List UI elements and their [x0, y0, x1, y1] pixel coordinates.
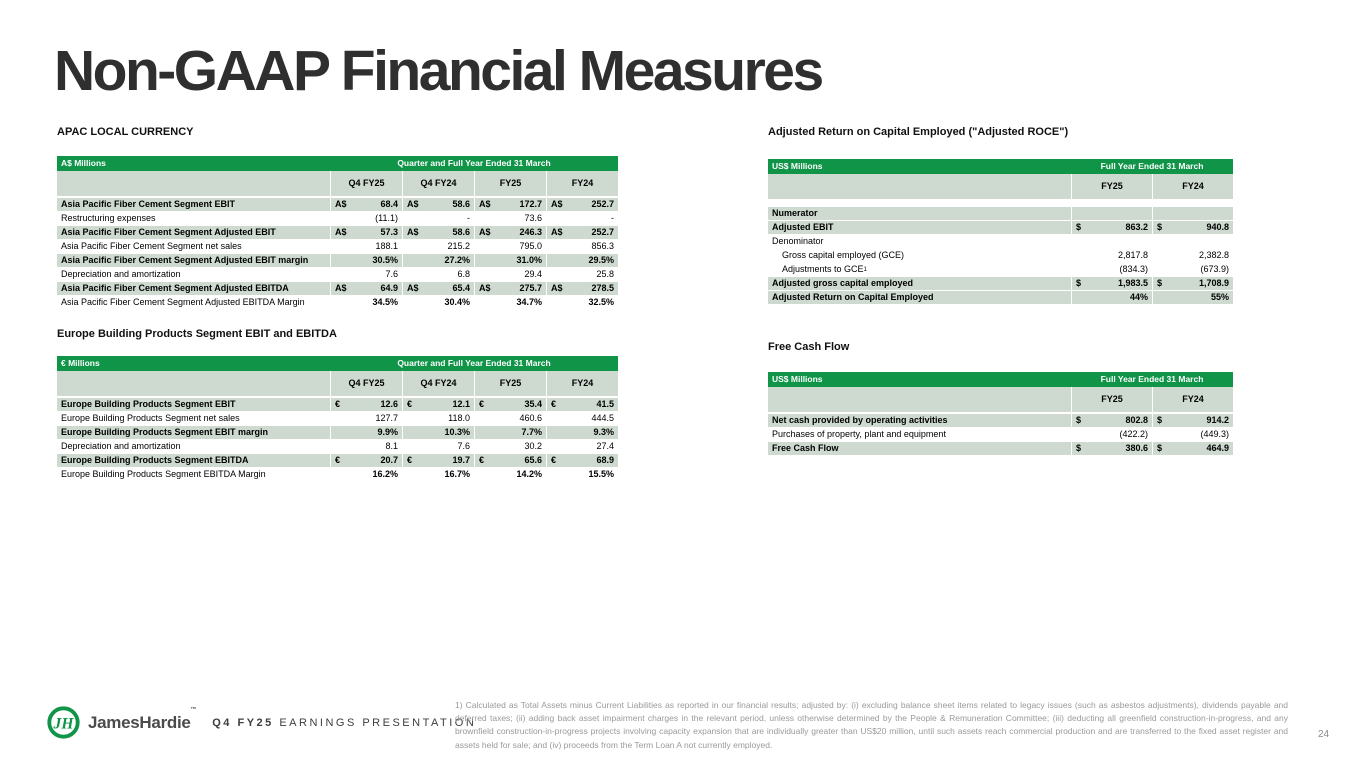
cell-value [403, 254, 474, 267]
cell-number: 172.7 [519, 199, 542, 209]
cell-number: 55% [1210, 292, 1229, 302]
cell-value [547, 282, 618, 295]
cell-value [1072, 207, 1152, 220]
cell-value [475, 282, 546, 295]
cell-number: (11.1) [375, 213, 398, 223]
currency-symbol: A$ [407, 227, 419, 237]
cell-value [547, 440, 618, 453]
cell-number: 12.6 [380, 399, 398, 409]
cell-number: 2,817.8 [1117, 250, 1148, 260]
column-header-spacer [768, 174, 1071, 199]
cell-value [331, 412, 402, 425]
cell-number: 7.7% [521, 427, 542, 437]
table-row [768, 291, 1233, 304]
cell-number: 802.8 [1125, 415, 1148, 425]
currency-symbol: A$ [479, 227, 491, 237]
table-period-label: Full Year Ended 31 March [1100, 161, 1204, 172]
currency-symbol: A$ [551, 283, 563, 293]
cell-number: 44% [1129, 292, 1148, 302]
cell-number: 16.2% [372, 469, 398, 479]
cell-value [1072, 221, 1152, 234]
adjusted-roce-section [768, 126, 1233, 305]
cell-number: 1,983.5 [1117, 278, 1148, 288]
currency-symbol: A$ [335, 283, 347, 293]
table-row [57, 412, 618, 425]
apac-local-currency-section [57, 126, 618, 310]
row-label: Depreciation and amortization [61, 441, 181, 451]
cell-number: 27.4 [596, 441, 614, 451]
cell-number: (449.3) [1200, 429, 1229, 439]
table-unit-label: A$ Millions [61, 158, 106, 169]
currency-symbol: $ [1157, 443, 1163, 453]
cell-value [403, 226, 474, 239]
table-row [57, 454, 618, 467]
cell-number: 863.2 [1125, 222, 1148, 232]
cell-value [475, 212, 546, 225]
cell-number: 464.9 [1206, 443, 1229, 453]
cell-value [1072, 263, 1152, 276]
row-label: Gross capital employed (GCE) [782, 250, 905, 260]
cell-value [547, 468, 618, 481]
cell-number: 58.6 [452, 199, 470, 209]
column-header: FY25 [1072, 387, 1152, 412]
table-row [57, 268, 618, 281]
cell-value [475, 198, 546, 211]
table-header-bar [57, 156, 618, 171]
row-label: Depreciation and amortization [61, 269, 181, 279]
cell-value [547, 296, 618, 309]
cell-value [475, 454, 546, 467]
column-header: Q4 FY24 [403, 371, 474, 396]
column-header-spacer [57, 171, 330, 196]
currency-symbol: € [335, 455, 341, 465]
cell-number: 278.5 [591, 283, 614, 293]
cell-value [1153, 249, 1233, 262]
cell-value [403, 282, 474, 295]
cell-number: 29.5% [588, 255, 614, 265]
cell-number: 16.7% [444, 469, 470, 479]
table-row [768, 414, 1233, 427]
currency-symbol: € [479, 455, 485, 465]
free-cash-flow-section [768, 341, 1233, 456]
cell-number: 188.1 [375, 241, 398, 251]
currency-symbol: $ [1076, 278, 1082, 288]
cell-number: 34.5% [372, 297, 398, 307]
jameshardie-logo-icon [47, 706, 80, 739]
cell-value [475, 240, 546, 253]
currency-symbol: € [407, 455, 413, 465]
cell-value [547, 240, 618, 253]
roce-table [768, 159, 1233, 304]
table-row [768, 428, 1233, 441]
cell-value [475, 254, 546, 267]
row-label: Denominator [772, 236, 824, 246]
cell-value [403, 240, 474, 253]
cell-number: 1,708.9 [1198, 278, 1229, 288]
row-label: Europe Building Products Segment EBITDA [57, 454, 330, 467]
currency-symbol: € [551, 455, 557, 465]
cell-value [403, 296, 474, 309]
cell-value [475, 296, 546, 309]
cell-value [1072, 249, 1152, 262]
apac-table [57, 156, 618, 309]
currency-symbol: € [551, 399, 557, 409]
table-row [768, 442, 1233, 455]
column-header: Q4 FY25 [331, 371, 402, 396]
table-row [768, 235, 1233, 248]
cell-value [547, 454, 618, 467]
cell-number: 856.3 [591, 241, 614, 251]
cell-value [1153, 291, 1233, 304]
row-label: Adjustments to GCE 1 [782, 264, 867, 274]
cell-value [1153, 235, 1233, 248]
cell-number: 58.6 [452, 227, 470, 237]
brand-name: JamesHardie™ [88, 706, 197, 732]
row-label: Europe Building Products Segment net sales [61, 413, 240, 423]
cell-number: 252.7 [591, 199, 614, 209]
cell-number: 20.7 [380, 455, 398, 465]
cell-number: 246.3 [519, 227, 542, 237]
cell-number: 19.7 [452, 455, 470, 465]
table-column-headers [768, 174, 1233, 199]
cell-value [475, 226, 546, 239]
table-column-headers [57, 171, 618, 196]
column-header: FY25 [1072, 174, 1152, 199]
fcf-table [768, 372, 1233, 455]
cell-value [403, 398, 474, 411]
table-header-bar [57, 356, 618, 371]
table-row [57, 440, 618, 453]
cell-value [1072, 428, 1152, 441]
cell-value [1153, 221, 1233, 234]
currency-symbol: A$ [479, 199, 491, 209]
cell-value [1153, 428, 1233, 441]
page-number: 24 [1318, 729, 1330, 740]
cell-value [1153, 442, 1233, 455]
cell-value [331, 226, 402, 239]
currency-symbol: $ [1076, 222, 1082, 232]
column-header: FY25 [475, 371, 546, 396]
cell-number: (834.3) [1119, 264, 1148, 274]
cell-value [547, 268, 618, 281]
row-label: Free Cash Flow [768, 442, 1071, 455]
cell-number: 460.6 [519, 413, 542, 423]
row-label: Adjusted EBIT [768, 221, 1071, 234]
europe-table [57, 356, 618, 481]
deck-label [212, 717, 476, 729]
cell-value [475, 468, 546, 481]
footer-brand [47, 706, 476, 739]
cell-value [331, 426, 402, 439]
cell-value [1153, 263, 1233, 276]
cell-value [1072, 235, 1152, 248]
table-row [768, 221, 1233, 234]
cell-number: 914.2 [1206, 415, 1229, 425]
cell-value [547, 398, 618, 411]
section-title-europe: Europe Building Products Segment EBIT and EBITDA [57, 328, 337, 340]
row-label: Restructuring expenses [61, 213, 156, 223]
cell-value [331, 468, 402, 481]
currency-symbol: $ [1076, 443, 1082, 453]
cell-number: 32.5% [588, 297, 614, 307]
cell-number: 252.7 [591, 227, 614, 237]
section-title-roce: Adjusted Return on Capital Employed ("Adjusted ROCE") [768, 126, 1069, 138]
column-header-spacer [768, 387, 1071, 412]
cell-value [403, 412, 474, 425]
currency-symbol: $ [1076, 415, 1082, 425]
cell-value [403, 268, 474, 281]
cell-number: 7.6 [457, 441, 470, 451]
cell-number: 27.2% [444, 255, 470, 265]
currency-symbol: A$ [407, 283, 419, 293]
table-row [57, 254, 618, 267]
page-title: Non-GAAP Financial Measures [54, 39, 822, 103]
cell-value [547, 226, 618, 239]
currency-symbol: A$ [551, 227, 563, 237]
currency-symbol: $ [1157, 278, 1163, 288]
row-label: Europe Building Products Segment EBIT margin [57, 426, 330, 439]
table-row [768, 277, 1233, 290]
cell-number: 6.8 [457, 269, 470, 279]
cell-value [1072, 277, 1152, 290]
cell-value [331, 282, 402, 295]
cell-value [547, 426, 618, 439]
cell-value [403, 212, 474, 225]
cell-value [403, 198, 474, 211]
cell-value [331, 240, 402, 253]
column-header: FY24 [1153, 387, 1233, 412]
row-label: Asia Pacific Fiber Cement Segment net sales [61, 241, 242, 251]
currency-symbol: A$ [335, 227, 347, 237]
cell-value [403, 454, 474, 467]
cell-number: 30.2 [524, 441, 542, 451]
row-label: Net cash provided by operating activities [768, 414, 1071, 427]
cell-value [475, 268, 546, 281]
currency-symbol: $ [1157, 222, 1163, 232]
cell-number: (422.2) [1119, 429, 1148, 439]
cell-value [547, 254, 618, 267]
column-header: FY24 [547, 371, 618, 396]
table-row [57, 226, 618, 239]
table-row [57, 426, 618, 439]
cell-number: 30.5% [372, 255, 398, 265]
cell-value [403, 440, 474, 453]
cell-number: 9.3% [593, 427, 614, 437]
row-label: Asia Pacific Fiber Cement Segment Adjusted EBIT margin [57, 254, 330, 267]
cell-value [1153, 414, 1233, 427]
section-title-apac: APAC LOCAL CURRENCY [57, 126, 194, 138]
row-label: Asia Pacific Fiber Cement Segment Adjusted EBITDA Margin [61, 297, 305, 307]
cell-number: 68.9 [596, 455, 614, 465]
cell-number: - [611, 213, 614, 223]
cell-number: 68.4 [380, 199, 398, 209]
cell-value [331, 440, 402, 453]
column-header: Q4 FY25 [331, 171, 402, 196]
table-period-label: Full Year Ended 31 March [1100, 374, 1204, 385]
cell-value [331, 398, 402, 411]
cell-value [1072, 414, 1152, 427]
table-column-headers [57, 371, 618, 396]
cell-value [475, 398, 546, 411]
row-label: Asia Pacific Fiber Cement Segment Adjusted EBIT [57, 226, 330, 239]
cell-value [547, 198, 618, 211]
cell-value [1153, 207, 1233, 220]
currency-symbol: A$ [335, 199, 347, 209]
section-title-fcf: Free Cash Flow [768, 341, 850, 353]
row-label: Purchases of property, plant and equipment [772, 429, 946, 439]
table-row [768, 249, 1233, 262]
cell-number: 15.5% [588, 469, 614, 479]
table-column-headers [768, 387, 1233, 412]
cell-number: 12.1 [452, 399, 470, 409]
deck-label-quarter: Q4 FY25 [212, 716, 274, 729]
footnote-text: 1) Calculated as Total Assets minus Current Liabilities as reported in our financial results; adjusted by: (i) excluding balance sheet items related to legacy issues (such as asbestos adjustments), dividends payable and deferred taxes; (ii) adding back asset impairment charges in the relevant period, unless otherwise determined by the People & Remuneration Committee; (iii) deducting all greenfield construction-in-progress, and any brownfield construction-in-progress projects involving capacity expansion that are individually greater than US$20 million, until such assets reach commercial production and are transferred to the fixed asset register and assets held for sale; and (iv) proceeds from the Term Loan A not currently employed. [455, 700, 1288, 750]
cell-number: - [467, 213, 470, 223]
column-header: FY24 [547, 171, 618, 196]
svg-text:JH: JH [53, 715, 74, 733]
table-unit-label: US$ Millions [772, 161, 823, 172]
column-header: FY24 [1153, 174, 1233, 199]
table-row [768, 263, 1233, 276]
cell-number: 380.6 [1125, 443, 1148, 453]
cell-value [1072, 442, 1152, 455]
cell-number: (673.9) [1200, 264, 1229, 274]
cell-value [331, 296, 402, 309]
cell-value [475, 412, 546, 425]
cell-number: 73.6 [524, 213, 542, 223]
cell-number: 35.4 [524, 399, 542, 409]
currency-symbol: € [407, 399, 413, 409]
table-row [57, 198, 618, 211]
cell-number: 31.0% [516, 255, 542, 265]
cell-value [403, 468, 474, 481]
cell-number: 29.4 [524, 269, 542, 279]
cell-number: 127.7 [375, 413, 398, 423]
cell-number: 215.2 [447, 241, 470, 251]
currency-symbol: A$ [407, 199, 419, 209]
table-row [57, 282, 618, 295]
cell-value [403, 426, 474, 439]
table-row [57, 212, 618, 225]
cell-value [475, 440, 546, 453]
table-row [57, 398, 618, 411]
cell-value [331, 454, 402, 467]
row-label: Numerator [768, 207, 1071, 220]
cell-number: 34.7% [516, 297, 542, 307]
cell-number: 65.6 [524, 455, 542, 465]
column-header-spacer [57, 371, 330, 396]
currency-symbol: € [335, 399, 341, 409]
cell-number: 275.7 [519, 283, 542, 293]
row-label: Asia Pacific Fiber Cement Segment Adjusted EBITDA [57, 282, 330, 295]
cell-value [1072, 291, 1152, 304]
cell-number: 57.3 [380, 227, 398, 237]
cell-number: 65.4 [452, 283, 470, 293]
cell-number: 940.8 [1206, 222, 1229, 232]
cell-value [547, 212, 618, 225]
cell-number: 64.9 [380, 283, 398, 293]
table-row [768, 207, 1233, 220]
row-label: Europe Building Products Segment EBIT [57, 398, 330, 411]
table-unit-label: € Millions [61, 358, 100, 369]
cell-number: 118.0 [448, 413, 470, 423]
table-header-bar [768, 159, 1233, 174]
cell-number: 444.5 [591, 413, 614, 423]
table-unit-label: US$ Millions [772, 374, 823, 385]
cell-value [331, 212, 402, 225]
cell-number: 10.3% [444, 427, 470, 437]
currency-symbol: $ [1157, 415, 1163, 425]
table-row [57, 296, 618, 309]
currency-symbol: € [479, 399, 485, 409]
cell-value [331, 268, 402, 281]
table-row [57, 240, 618, 253]
cell-number: 2,382.8 [1198, 250, 1229, 260]
cell-value [331, 198, 402, 211]
table-row [57, 468, 618, 481]
cell-number: 7.6 [385, 269, 398, 279]
currency-symbol: A$ [551, 199, 563, 209]
cell-number: 25.8 [596, 269, 614, 279]
trademark-symbol: ™ [190, 706, 197, 713]
cell-value [547, 412, 618, 425]
cell-value [475, 426, 546, 439]
europe-segment-section [57, 328, 618, 482]
cell-value [1153, 277, 1233, 290]
cell-number: 8.1 [385, 441, 398, 451]
row-label: Adjusted Return on Capital Employed [768, 291, 1071, 304]
currency-symbol: A$ [479, 283, 491, 293]
table-period-label: Quarter and Full Year Ended 31 March [397, 158, 551, 169]
cell-number: 9.9% [377, 427, 398, 437]
cell-number: 41.5 [596, 399, 614, 409]
row-label: Asia Pacific Fiber Cement Segment EBIT [57, 198, 330, 211]
table-period-label: Quarter and Full Year Ended 31 March [397, 358, 551, 369]
row-label: Adjusted gross capital employed [768, 277, 1071, 290]
table-header-bar [768, 372, 1233, 387]
cell-number: 14.2% [516, 469, 542, 479]
cell-number: 30.4% [444, 297, 470, 307]
cell-number: 795.0 [519, 241, 542, 251]
cell-value [331, 254, 402, 267]
column-header: FY25 [475, 171, 546, 196]
column-header: Q4 FY24 [403, 171, 474, 196]
row-label: Europe Building Products Segment EBITDA Margin [61, 469, 266, 479]
deck-label-rest: EARNINGS PRESENTATION [273, 716, 477, 729]
